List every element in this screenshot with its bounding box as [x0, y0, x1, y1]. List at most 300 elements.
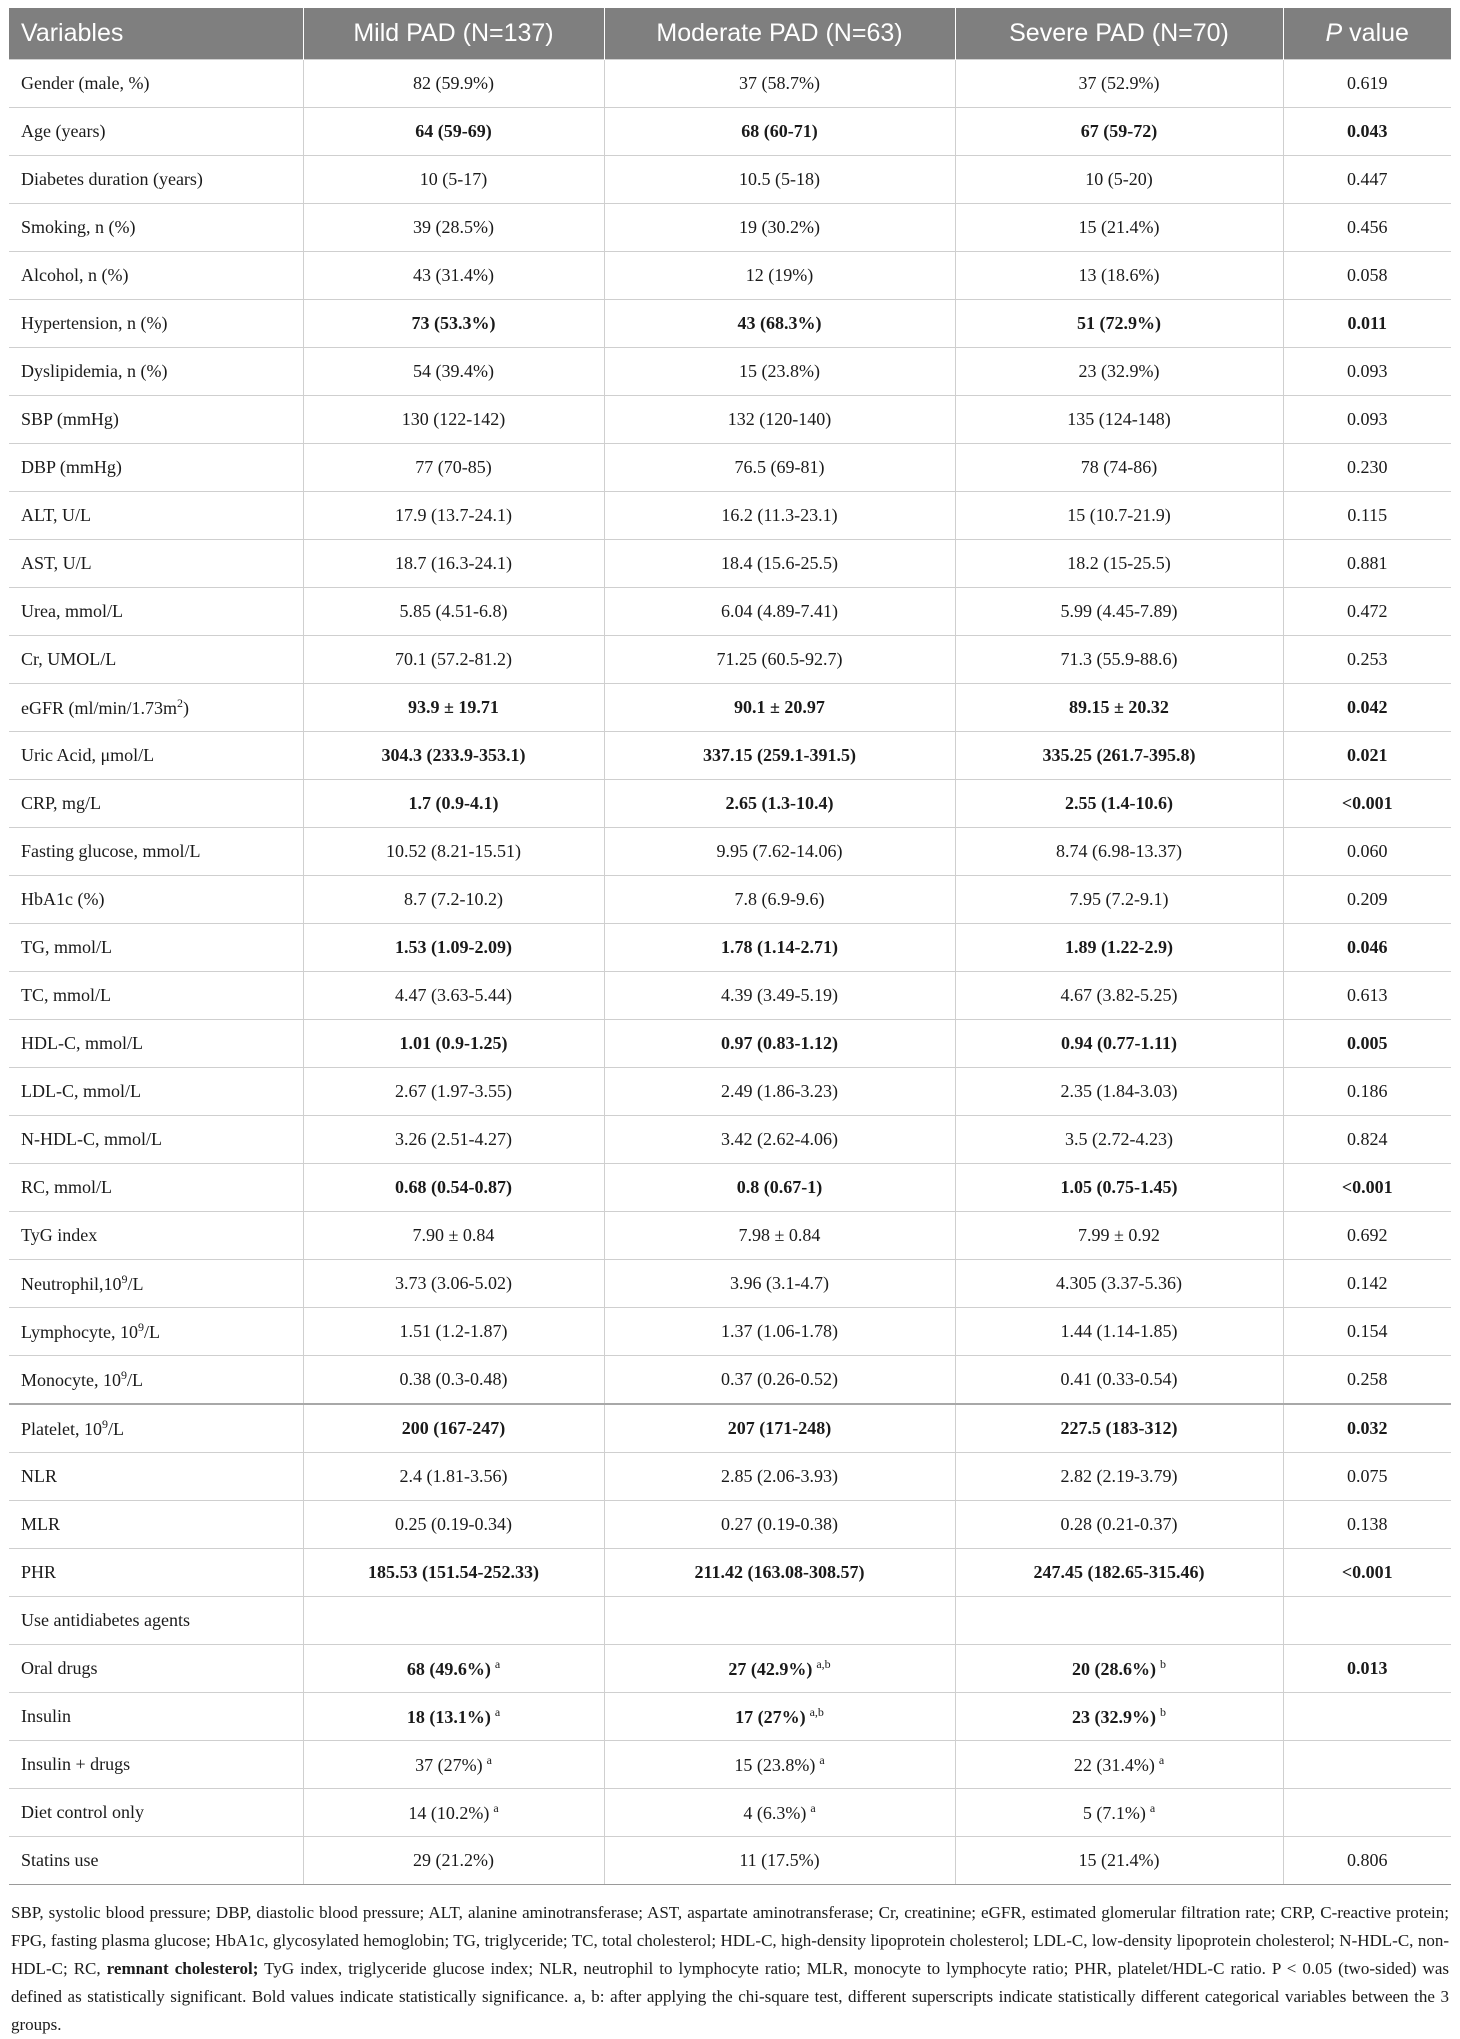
table-row [9, 1356, 1451, 1405]
row-label [9, 60, 303, 108]
cell-p-value: 0.456 [1283, 204, 1451, 252]
cell-severe-value: 2.35 (1.84-3.03) [1060, 1081, 1178, 1101]
cell-severe-value: 3.5 (2.72-4.23) [1065, 1129, 1173, 1149]
cell-mild-value: 2.4 (1.81-3.56) [399, 1466, 508, 1486]
cell-severe-value: 37 (52.9%) [1078, 73, 1160, 93]
cell-mild-value: 64 (59-69) [415, 121, 492, 141]
cell-moderate [604, 876, 955, 924]
cell-moderate-superscript: a,b [809, 1705, 824, 1719]
cell-moderate-value: 6.04 (4.89-7.41) [721, 601, 838, 621]
cell-severe-value: 8.74 (6.98-13.37) [1056, 841, 1182, 861]
cell-moderate-value: 2.49 (1.86-3.23) [721, 1081, 838, 1101]
cell-mild-superscript: a [493, 1801, 499, 1815]
row-label [9, 444, 303, 492]
table-row [9, 1501, 1451, 1549]
table-row [9, 1404, 1451, 1453]
cell-moderate-value: 19 (30.2%) [739, 217, 820, 237]
row-label [9, 492, 303, 540]
cell-severe [955, 252, 1283, 300]
cell-mild [303, 1597, 604, 1645]
cell-mild [303, 492, 604, 540]
baseline-characteristics-table [9, 8, 1451, 1885]
cell-mild [303, 732, 604, 780]
row-label-suffix: /L [107, 1419, 124, 1439]
cell-p-value: <0.001 [1283, 1549, 1451, 1597]
cell-mild-superscript: a [494, 1705, 501, 1719]
row-label-text: Cr, UMOL/L [21, 649, 117, 669]
row-label-text: Age (years) [21, 121, 106, 141]
row-label-text: Platelet, 10 [21, 1419, 102, 1439]
cell-severe [955, 1356, 1283, 1405]
row-label [9, 636, 303, 684]
row-label-text: TyG index [21, 1225, 98, 1245]
row-label [9, 732, 303, 780]
cell-moderate-superscript: a,b [816, 1657, 831, 1671]
cell-severe [955, 348, 1283, 396]
table-row [9, 1068, 1451, 1116]
cell-moderate [604, 1356, 955, 1405]
cell-mild [303, 1116, 604, 1164]
cell-severe [955, 1212, 1283, 1260]
cell-moderate-superscript: a [819, 1753, 825, 1767]
cell-severe-value: 23 (32.9%) [1078, 361, 1160, 381]
cell-p-value: 0.043 [1283, 108, 1451, 156]
row-label [9, 540, 303, 588]
cell-mild [303, 1789, 604, 1837]
row-label-text: eGFR (ml/min/1.73m [21, 698, 178, 718]
row-label [9, 588, 303, 636]
header-mild: Mild PAD (N=137) [303, 8, 604, 60]
cell-p-value: <0.001 [1283, 780, 1451, 828]
cell-moderate-value: 10.5 (5-18) [739, 169, 820, 189]
cell-severe [955, 1453, 1283, 1501]
row-label-text: SBP (mmHg) [21, 409, 119, 429]
cell-p-value: 0.154 [1283, 1308, 1451, 1356]
cell-moderate [604, 156, 955, 204]
cell-moderate-value: 4 (6.3%) [743, 1803, 807, 1823]
cell-moderate [604, 1020, 955, 1068]
cell-moderate [604, 396, 955, 444]
table-body [9, 60, 1451, 1885]
cell-mild [303, 1020, 604, 1068]
cell-p-value: 0.046 [1283, 924, 1451, 972]
row-label [9, 684, 303, 732]
cell-mild [303, 1212, 604, 1260]
row-label-text: HDL-C, mmol/L [21, 1033, 143, 1053]
cell-severe [955, 1404, 1283, 1453]
header-p-value [1283, 8, 1451, 60]
table-row [9, 636, 1451, 684]
cell-p-value [1283, 1789, 1451, 1837]
row-label-superscript: 9 [120, 1368, 127, 1382]
cell-mild-value: 0.25 (0.19-0.34) [395, 1514, 512, 1534]
cell-moderate [604, 1549, 955, 1597]
cell-p-value: 0.013 [1283, 1645, 1451, 1693]
cell-severe-value: 10 (5-20) [1085, 169, 1153, 189]
row-label-text: ALT, U/L [21, 505, 91, 525]
footnote-part-1: SBP, systolic blood pressure; DBP, diastolic blood pressure; ALT, alanine aminotransferase; AST, aspartate aminotransferase; Cr, creatinine; eGFR, estimated glomerular filtration rate; CRP, C-reactive protein; FPG, fasting plasma glucose; HbA1c, glycosylated hemoglobin; TG, triglyceride; TC, total cholesterol; HDL-C, high-density lipoprotein cholesterol; LDL-C, low-density lipoprotein cholesterol; N-HDL-C, non-HDL-C; RC, [11, 1903, 1449, 1978]
header-p-letter: P [1325, 19, 1343, 47]
cell-moderate [604, 252, 955, 300]
table-row [9, 780, 1451, 828]
cell-moderate [604, 972, 955, 1020]
cell-p-value: 0.253 [1283, 636, 1451, 684]
table-row [9, 588, 1451, 636]
cell-mild-value: 29 (21.2%) [413, 1850, 494, 1870]
cell-severe-value: 22 (31.4%) [1073, 1755, 1155, 1775]
cell-mild-value: 0.38 (0.3-0.48) [399, 1369, 508, 1389]
cell-moderate-value: 11 (17.5%) [739, 1850, 820, 1870]
cell-mild-value: 70.1 (57.2-81.2) [395, 649, 512, 669]
table-row [9, 1116, 1451, 1164]
table-footnote [9, 1899, 1451, 2039]
row-label [9, 1308, 303, 1356]
cell-mild [303, 924, 604, 972]
cell-severe-value: 7.99 ± 0.92 [1078, 1225, 1160, 1245]
cell-moderate-value: 76.5 (69-81) [734, 457, 825, 477]
cell-severe [955, 1645, 1283, 1693]
cell-moderate [604, 1068, 955, 1116]
cell-severe-value: 4.305 (3.37-5.36) [1056, 1273, 1182, 1293]
cell-mild [303, 1693, 604, 1741]
row-label [9, 1212, 303, 1260]
cell-p-value: 0.042 [1283, 684, 1451, 732]
row-label [9, 1453, 303, 1501]
cell-severe [955, 540, 1283, 588]
table-row [9, 108, 1451, 156]
cell-severe-value: 15 (10.7-21.9) [1067, 505, 1171, 525]
cell-mild-value: 1.53 (1.09-2.09) [395, 937, 512, 957]
cell-severe-value: 51 (72.9%) [1077, 313, 1161, 333]
cell-severe [955, 1164, 1283, 1212]
row-label-superscript: 9 [101, 1417, 108, 1431]
cell-p-value [1283, 1597, 1451, 1645]
row-label-text: N-HDL-C, mmol/L [21, 1129, 162, 1149]
cell-moderate-value: 1.37 (1.06-1.78) [721, 1321, 838, 1341]
cell-moderate-value: 27 (42.9%) [728, 1659, 813, 1679]
row-label-suffix: /L [143, 1322, 160, 1342]
cell-severe-value: 23 (32.9%) [1072, 1707, 1156, 1727]
row-label [9, 1068, 303, 1116]
cell-mild [303, 876, 604, 924]
cell-severe [955, 1020, 1283, 1068]
row-label [9, 1645, 303, 1693]
row-label [9, 1549, 303, 1597]
cell-moderate [604, 636, 955, 684]
cell-severe-value: 2.82 (2.19-3.79) [1060, 1466, 1178, 1486]
cell-severe-value: 67 (59-72) [1080, 121, 1158, 141]
cell-mild [303, 972, 604, 1020]
cell-moderate [604, 1837, 955, 1885]
cell-mild [303, 780, 604, 828]
cell-mild-value: 4.47 (3.63-5.44) [395, 985, 512, 1005]
row-label-text: Insulin + drugs [21, 1754, 131, 1774]
cell-severe [955, 1693, 1283, 1741]
cell-mild-value: 10 (5-17) [419, 169, 488, 189]
cell-severe-value: 71.3 (55.9-88.6) [1060, 649, 1178, 669]
row-label-text: MLR [21, 1514, 61, 1534]
cell-severe [955, 156, 1283, 204]
cell-severe [955, 972, 1283, 1020]
cell-moderate-value: 0.97 (0.83-1.12) [721, 1033, 838, 1053]
cell-severe-value: 1.05 (0.75-1.45) [1060, 1177, 1178, 1197]
cell-severe-value: 227.5 (183-312) [1060, 1418, 1178, 1438]
cell-severe [955, 1260, 1283, 1308]
cell-severe-value: 7.95 (7.2-9.1) [1069, 889, 1169, 909]
table-container [9, 8, 1451, 2039]
cell-moderate-value: 211.42 (163.08-308.57) [694, 1562, 865, 1582]
row-label-superscript: 2 [177, 696, 184, 710]
table-row [9, 156, 1451, 204]
row-label [9, 1356, 303, 1405]
cell-moderate-value: 2.65 (1.3-10.4) [725, 793, 834, 813]
cell-mild-value: 82 (59.9%) [413, 73, 494, 93]
cell-moderate-value: 1.78 (1.14-2.71) [721, 937, 838, 957]
table-row [9, 684, 1451, 732]
cell-severe-value: 335.25 (261.7-395.8) [1042, 745, 1196, 765]
cell-p-value: 0.881 [1283, 540, 1451, 588]
cell-mild [303, 204, 604, 252]
cell-moderate [604, 204, 955, 252]
cell-p-value: 0.093 [1283, 396, 1451, 444]
row-label [9, 252, 303, 300]
cell-moderate [604, 1116, 955, 1164]
header-p-suffix: value [1342, 19, 1409, 47]
cell-moderate-value: 2.85 (2.06-3.93) [721, 1466, 838, 1486]
table-row [9, 1549, 1451, 1597]
cell-severe-value: 135 (124-148) [1067, 409, 1171, 429]
cell-moderate-value: 0.8 (0.67-1) [736, 1177, 823, 1197]
table-row [9, 444, 1451, 492]
cell-moderate [604, 732, 955, 780]
cell-moderate-value: 0.27 (0.19-0.38) [721, 1514, 838, 1534]
row-label-text: Neutrophil,10 [21, 1274, 122, 1294]
cell-mild-value: 5.85 (4.51-6.8) [399, 601, 508, 621]
cell-p-value [1283, 1693, 1451, 1741]
row-label [9, 924, 303, 972]
cell-p-value: 0.613 [1283, 972, 1451, 1020]
cell-severe-value: 13 (18.6%) [1078, 265, 1160, 285]
table-row [9, 1597, 1451, 1645]
cell-p-value: 0.032 [1283, 1404, 1451, 1453]
table-row [9, 252, 1451, 300]
cell-severe [955, 108, 1283, 156]
cell-mild [303, 636, 604, 684]
row-label-text: HbA1c (%) [21, 889, 105, 909]
cell-moderate [604, 1645, 955, 1693]
cell-mild-value: 304.3 (233.9-353.1) [381, 745, 526, 765]
cell-moderate-value: 7.8 (6.9-9.6) [734, 889, 825, 909]
cell-moderate-value: 3.42 (2.62-4.06) [721, 1129, 838, 1149]
header-severe: Severe PAD (N=70) [955, 8, 1283, 60]
cell-mild-value: 39 (28.5%) [413, 217, 494, 237]
cell-moderate-value: 15 (23.8%) [739, 361, 820, 381]
row-label-text: DBP (mmHg) [21, 457, 122, 477]
table-row [9, 1741, 1451, 1789]
row-label [9, 108, 303, 156]
row-label-text: TG, mmol/L [21, 937, 112, 957]
table-row [9, 300, 1451, 348]
cell-p-value: 0.447 [1283, 156, 1451, 204]
cell-mild-value: 10.52 (8.21-15.51) [386, 841, 521, 861]
cell-moderate-value: 68 (60-71) [741, 121, 818, 141]
cell-moderate [604, 1741, 955, 1789]
cell-severe [955, 1501, 1283, 1549]
row-label-text: Fasting glucose, mmol/L [21, 841, 201, 861]
row-label [9, 876, 303, 924]
row-label-text: Alcohol, n (%) [21, 265, 129, 285]
cell-mild-value: 130 (122-142) [401, 409, 506, 429]
cell-mild [303, 1068, 604, 1116]
table-row [9, 1837, 1451, 1885]
footnote-bold: remnant cholesterol; [106, 1959, 259, 1978]
row-label [9, 156, 303, 204]
cell-severe [955, 1116, 1283, 1164]
cell-mild [303, 252, 604, 300]
cell-mild [303, 1404, 604, 1453]
row-label-text: Hypertension, n (%) [21, 313, 168, 333]
cell-mild-value: 1.7 (0.9-4.1) [408, 793, 499, 813]
cell-mild-value: 1.51 (1.2-1.87) [399, 1321, 508, 1341]
cell-moderate-value: 16.2 (11.3-23.1) [721, 505, 838, 525]
row-label [9, 828, 303, 876]
table-row [9, 876, 1451, 924]
table-row [9, 732, 1451, 780]
cell-severe [955, 876, 1283, 924]
cell-p-value: 0.692 [1283, 1212, 1451, 1260]
row-label [9, 1789, 303, 1837]
row-label [9, 1404, 303, 1453]
cell-mild-value: 3.26 (2.51-4.27) [395, 1129, 512, 1149]
row-label-suffix: /L [127, 1274, 144, 1294]
cell-moderate-value: 7.98 ± 0.84 [738, 1225, 821, 1245]
row-label [9, 1020, 303, 1068]
cell-moderate-value: 207 (171-248) [727, 1418, 832, 1438]
cell-moderate [604, 540, 955, 588]
cell-mild [303, 588, 604, 636]
cell-severe [955, 1741, 1283, 1789]
header-moderate: Moderate PAD (N=63) [604, 8, 955, 60]
cell-moderate-superscript: a [810, 1801, 816, 1815]
cell-mild [303, 1356, 604, 1405]
cell-severe-value: 4.67 (3.82-5.25) [1060, 985, 1178, 1005]
cell-severe [955, 300, 1283, 348]
cell-p-value: 0.093 [1283, 348, 1451, 396]
cell-severe-value: 15 (21.4%) [1078, 217, 1160, 237]
cell-p-value: 0.230 [1283, 444, 1451, 492]
row-label-text: CRP, mg/L [21, 793, 102, 813]
cell-moderate [604, 444, 955, 492]
cell-moderate [604, 1212, 955, 1260]
row-label [9, 1260, 303, 1308]
cell-moderate [604, 348, 955, 396]
cell-mild [303, 540, 604, 588]
table-row [9, 1453, 1451, 1501]
cell-moderate-value: 132 (120-140) [727, 409, 832, 429]
cell-severe-value: 89.15 ± 20.32 [1069, 697, 1169, 717]
row-label [9, 1501, 303, 1549]
cell-moderate [604, 1260, 955, 1308]
cell-severe [955, 636, 1283, 684]
cell-moderate [604, 1453, 955, 1501]
row-label-text: Gender (male, %) [21, 73, 150, 93]
row-label-suffix: ) [183, 698, 190, 718]
cell-severe-superscript: a [1149, 1801, 1156, 1815]
cell-severe-superscript: b [1160, 1705, 1166, 1719]
table-row [9, 972, 1451, 1020]
cell-mild [303, 684, 604, 732]
row-label [9, 1693, 303, 1741]
cell-mild-value: 37 (27%) [415, 1755, 483, 1775]
cell-severe [955, 204, 1283, 252]
cell-mild [303, 156, 604, 204]
cell-moderate [604, 1501, 955, 1549]
cell-moderate [604, 1597, 955, 1645]
cell-mild [303, 348, 604, 396]
cell-mild-value: 17.9 (13.7-24.1) [395, 505, 512, 525]
cell-p-value: 0.021 [1283, 732, 1451, 780]
cell-mild-value: 1.01 (0.9-1.25) [399, 1033, 508, 1053]
cell-severe [955, 1837, 1283, 1885]
cell-p-value: 0.142 [1283, 1260, 1451, 1308]
cell-moderate-value: 15 (23.8%) [734, 1755, 816, 1775]
cell-severe [955, 1789, 1283, 1837]
table-row [9, 1693, 1451, 1741]
row-label-superscript: 9 [121, 1272, 128, 1286]
table-row [9, 1789, 1451, 1837]
cell-moderate [604, 924, 955, 972]
cell-mild [303, 300, 604, 348]
row-label [9, 1597, 303, 1645]
row-label [9, 1164, 303, 1212]
cell-severe [955, 780, 1283, 828]
cell-severe [955, 1597, 1283, 1645]
cell-p-value [1283, 1741, 1451, 1789]
cell-p-value: 0.824 [1283, 1116, 1451, 1164]
cell-mild [303, 396, 604, 444]
cell-p-value: 0.058 [1283, 252, 1451, 300]
cell-severe-value: 247.45 (182.65-315.46) [1033, 1562, 1205, 1582]
cell-moderate-value: 9.95 (7.62-14.06) [716, 841, 843, 861]
cell-mild [303, 1501, 604, 1549]
cell-severe [955, 492, 1283, 540]
cell-mild [303, 1164, 604, 1212]
cell-p-value: 0.619 [1283, 60, 1451, 108]
cell-severe [955, 588, 1283, 636]
row-label [9, 1837, 303, 1885]
cell-p-value: 0.806 [1283, 1837, 1451, 1885]
table-row [9, 1212, 1451, 1260]
cell-severe [955, 828, 1283, 876]
table-row [9, 828, 1451, 876]
table-row [9, 1020, 1451, 1068]
cell-p-value: 0.209 [1283, 876, 1451, 924]
row-label-superscript: 9 [137, 1320, 144, 1334]
cell-severe-value: 5 (7.1%) [1082, 1803, 1146, 1823]
cell-severe-value: 18.2 (15-25.5) [1067, 553, 1171, 573]
table-row [9, 396, 1451, 444]
cell-mild-superscript: a [494, 1657, 501, 1671]
cell-severe-value: 15 (21.4%) [1078, 1850, 1160, 1870]
cell-mild-value: 77 (70-85) [415, 457, 492, 477]
cell-severe-value: 0.28 (0.21-0.37) [1060, 1514, 1178, 1534]
row-label-text: TC, mmol/L [21, 985, 111, 1005]
cell-p-value: 0.472 [1283, 588, 1451, 636]
cell-moderate-value: 18.4 (15.6-25.5) [721, 553, 838, 573]
row-label [9, 204, 303, 252]
cell-moderate-value: 12 (19%) [745, 265, 814, 285]
row-label-text: Statins use [21, 1850, 99, 1870]
